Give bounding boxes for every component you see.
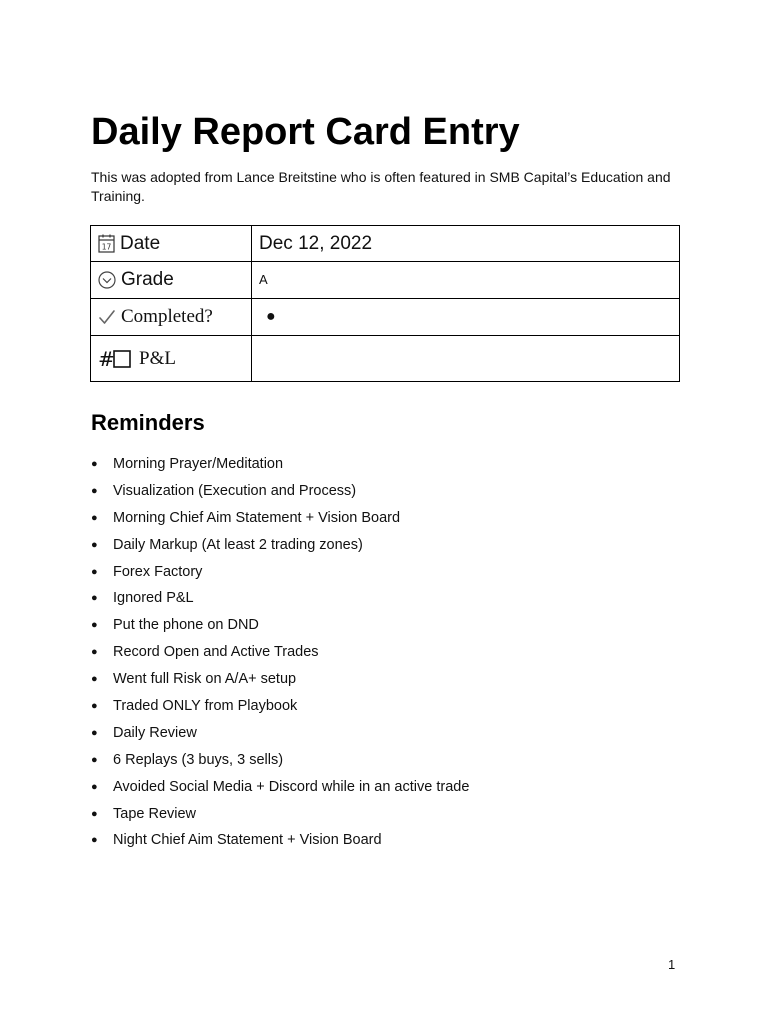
property-label-date: Date xyxy=(120,232,161,254)
completed-bullet: ● xyxy=(266,308,276,325)
property-row-completed xyxy=(91,299,680,336)
date-value: Dec 12, 2022 xyxy=(259,232,373,254)
list-item-text: Forex Factory xyxy=(113,563,203,580)
list-item xyxy=(91,693,691,720)
list-item-text: 6 Replays (3 buys, 3 sells) xyxy=(113,751,284,768)
list-item xyxy=(91,666,691,693)
bullet-icon: ● xyxy=(91,619,98,632)
bullet-icon: ● xyxy=(91,753,98,766)
property-name-completed xyxy=(91,299,252,336)
list-item xyxy=(91,532,691,559)
calendar-icon xyxy=(98,234,115,253)
list-item-text: Went full Risk on A/A+ setup xyxy=(113,671,297,688)
list-item xyxy=(91,451,691,478)
list-item xyxy=(91,774,691,801)
number-hash-icon xyxy=(98,348,134,370)
property-label-grade: Grade xyxy=(121,269,174,290)
bullet-icon: ● xyxy=(91,700,98,713)
property-row-date xyxy=(91,226,680,262)
bullet-icon: ● xyxy=(91,673,98,686)
svg-text:17: 17 xyxy=(101,242,112,252)
property-name-date xyxy=(91,226,252,262)
property-value-date[interactable] xyxy=(252,226,680,262)
property-row-grade xyxy=(91,262,680,299)
bullet-icon: ● xyxy=(91,538,98,551)
list-item-text: Visualization (Execution and Process) xyxy=(113,482,357,499)
list-item-text: Daily Review xyxy=(113,724,197,741)
bullet-icon: ● xyxy=(91,780,98,793)
list-item xyxy=(91,827,691,854)
list-item-text: Tape Review xyxy=(113,805,197,822)
reminders-list xyxy=(91,451,691,854)
list-item-text: Morning Chief Aim Statement + Vision Board xyxy=(113,509,401,526)
list-item xyxy=(91,639,691,666)
property-name-pl xyxy=(91,336,252,382)
bullet-icon: ● xyxy=(91,484,98,497)
property-value-pl[interactable] xyxy=(252,336,680,382)
property-value-completed[interactable] xyxy=(252,299,680,336)
list-item xyxy=(91,559,691,586)
list-item xyxy=(91,585,691,612)
checkmark-icon xyxy=(98,308,116,326)
grade-value: A xyxy=(259,272,268,287)
list-item xyxy=(91,478,691,505)
list-item-text: Record Open and Active Trades xyxy=(113,644,319,661)
page-number: 1 xyxy=(668,957,676,972)
property-label-pl: P&L xyxy=(139,347,176,369)
list-item xyxy=(91,505,691,532)
bullet-icon: ● xyxy=(91,807,98,820)
list-item xyxy=(91,801,691,828)
list-item-text: Traded ONLY from Playbook xyxy=(113,698,298,715)
list-item xyxy=(91,612,691,639)
intro-paragraph: This was adopted from Lance Breitstine who is often featured in SMB Capital’s Education and Training. xyxy=(91,169,671,204)
list-item-text: Night Chief Aim Statement + Vision Board xyxy=(113,832,382,849)
bullet-icon: ● xyxy=(91,646,98,659)
bullet-icon: ● xyxy=(91,834,98,847)
property-name-grade xyxy=(91,262,252,299)
grade-circle-icon xyxy=(98,271,116,289)
list-item-text: Daily Markup (At least 2 trading zones) xyxy=(113,536,363,553)
property-label-completed: Completed? xyxy=(121,306,213,327)
bullet-icon: ● xyxy=(91,458,98,470)
list-item xyxy=(91,720,691,747)
list-item-text: Avoided Social Media + Discord while in an active trade xyxy=(113,778,470,795)
list-item-text: Put the phone on DND xyxy=(113,617,259,634)
bullet-icon: ● xyxy=(91,726,98,739)
list-item-text: Morning Prayer/Meditation xyxy=(113,456,284,472)
property-row-pl xyxy=(91,336,680,382)
properties-table xyxy=(90,225,680,382)
list-item xyxy=(91,747,691,774)
list-item-text: Ignored P&L xyxy=(113,590,194,607)
bullet-icon: ● xyxy=(91,592,98,605)
property-value-grade[interactable] xyxy=(252,262,680,299)
page-title: Daily Report Card Entry xyxy=(91,111,520,153)
reminders-heading: Reminders xyxy=(91,410,205,435)
svg-text:#: # xyxy=(98,347,115,370)
bullet-icon: ● xyxy=(91,511,98,524)
bullet-icon: ● xyxy=(91,565,98,578)
